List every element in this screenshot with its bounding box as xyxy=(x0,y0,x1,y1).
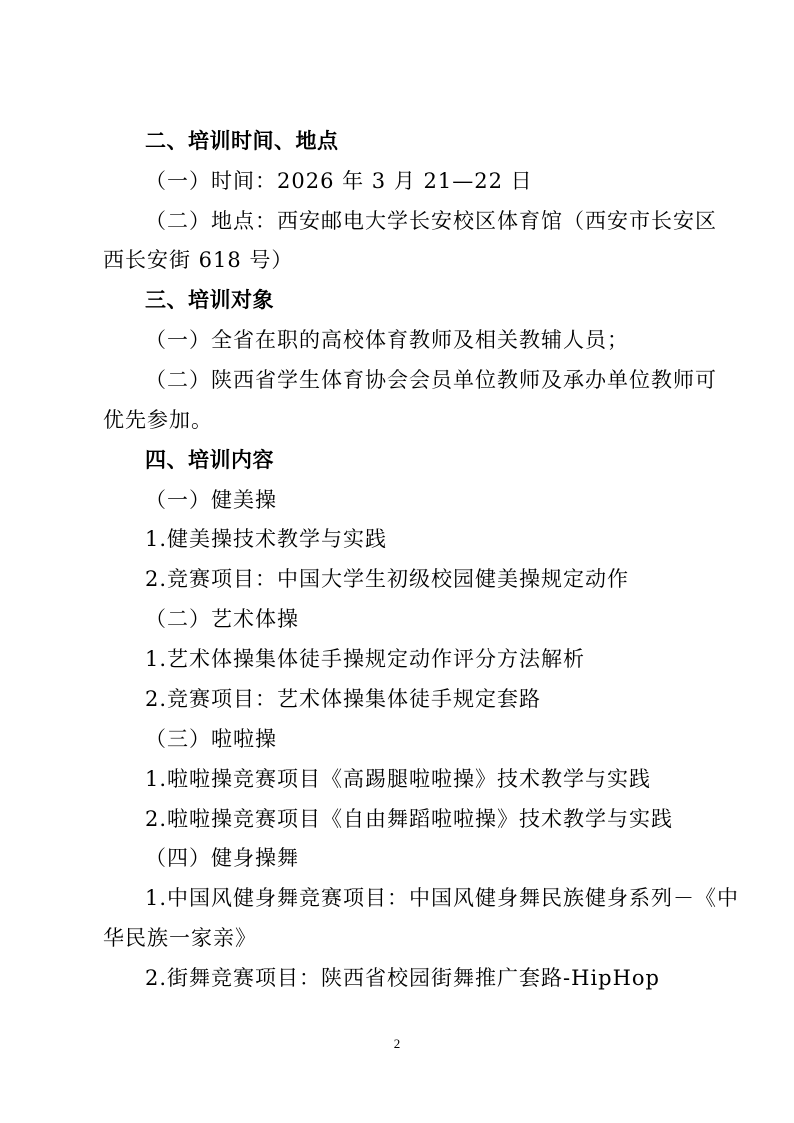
paragraph-time: （一）时间：2026 年 3 月 21—22 日 xyxy=(145,169,533,193)
list-item-cheerleading-2: 2.啦啦操竞赛项目《自由舞蹈啦啦操》技术教学与实践 xyxy=(145,807,674,831)
paragraph-participants-2-continued: 优先参加。 xyxy=(103,408,213,432)
subheading-fitness-dance: （四）健身操舞 xyxy=(145,846,299,870)
list-item-aerobics-2: 2.竞赛项目：中国大学生初级校园健美操规定动作 xyxy=(145,567,630,591)
page-number: 2 xyxy=(393,1036,401,1051)
list-item-cheerleading-1: 1.啦啦操竞赛项目《高踢腿啦啦操》技术教学与实践 xyxy=(145,767,652,791)
list-item-aerobics-1: 1.健美操技术教学与实践 xyxy=(145,527,388,551)
subheading-rhythmic-gymnastics: （二）艺术体操 xyxy=(145,607,299,631)
paragraph-participants-1: （一）全省在职的高校体育教师及相关教辅人员； xyxy=(145,328,629,352)
subheading-aerobics: （一）健美操 xyxy=(145,488,277,512)
list-item-fitness-2: 2.街舞竞赛项目：陕西省校园街舞推广套路-HipHop xyxy=(145,966,661,990)
list-item-fitness-1-continued: 华民族一家亲》 xyxy=(103,926,257,950)
list-item-rhythmic-1: 1.艺术体操集体徒手操规定动作评分方法解析 xyxy=(145,647,586,671)
section-heading-content: 四、培训内容 xyxy=(145,448,274,472)
paragraph-participants-2: （二）陕西省学生体育协会会员单位教师及承办单位教师可 xyxy=(145,368,717,392)
list-item-rhythmic-2: 2.竞赛项目：艺术体操集体徒手规定套路 xyxy=(145,687,542,711)
section-heading-participants: 三、培训对象 xyxy=(145,288,274,312)
paragraph-location: （二）地点：西安邮电大学长安校区体育馆（西安市长安区 xyxy=(145,209,717,233)
section-heading-time-location: 二、培训时间、地点 xyxy=(145,129,339,153)
subheading-cheerleading: （三）啦啦操 xyxy=(145,727,277,751)
paragraph-location-continued: 西长安街 618 号） xyxy=(103,248,294,272)
list-item-fitness-1: 1.中国风健身舞竞赛项目：中国风健身舞民族健身系列－《中 xyxy=(145,886,740,910)
